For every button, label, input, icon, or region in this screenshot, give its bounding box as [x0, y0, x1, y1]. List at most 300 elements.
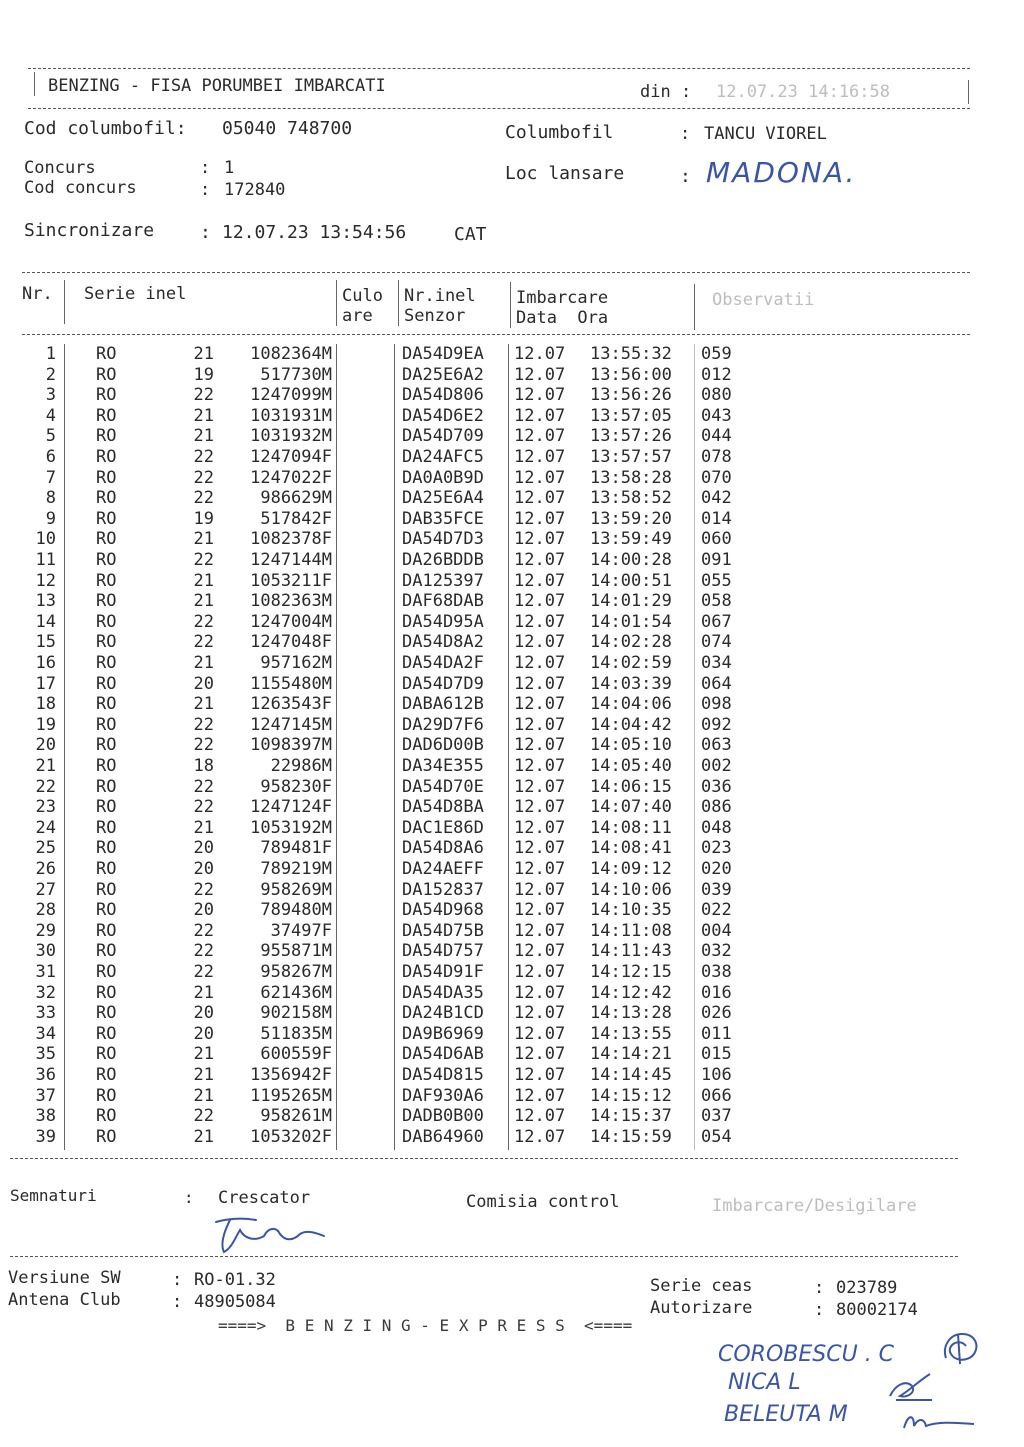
table-row	[0, 797, 1024, 817]
row-ora: 14:00:28	[590, 550, 672, 570]
row-senzor: DA54D6AB	[402, 1044, 484, 1065]
row-year: 22	[193, 879, 214, 900]
row-nr: 6	[45, 447, 56, 467]
row-ora: 14:02:59	[590, 653, 672, 673]
row-senzor: DAB35FCE	[402, 508, 484, 529]
row-observatii: 037	[701, 1106, 732, 1127]
row-ring-number: 517842F	[260, 508, 332, 529]
row-observatii: 066	[701, 1085, 732, 1106]
row-ora: 14:15:59	[590, 1126, 672, 1147]
row-ring-number: 1247124F	[250, 797, 332, 818]
row-ring-number: 958267M	[260, 962, 332, 982]
row-data: 12.07	[514, 550, 566, 570]
row-senzor: DA24AFC5	[402, 447, 484, 467]
row-nr: 33	[35, 1003, 56, 1024]
table-row	[0, 756, 1024, 776]
row-year: 21	[193, 529, 214, 550]
row-ring-number: 957162M	[260, 653, 332, 673]
row-ring-number: 789219M	[260, 859, 332, 879]
row-nr: 4	[45, 405, 56, 426]
row-data: 12.07	[514, 653, 566, 673]
row-data: 12.07	[514, 426, 566, 447]
table-row	[0, 612, 1024, 632]
row-ora: 13:58:52	[590, 488, 672, 509]
table-row	[0, 735, 1024, 755]
row-country: RO	[96, 447, 117, 467]
row-nr: 16	[35, 653, 56, 673]
table-row	[0, 1106, 1024, 1126]
row-observatii: 032	[701, 941, 732, 962]
row-observatii: 074	[701, 632, 732, 653]
row-ora: 14:15:12	[590, 1085, 672, 1106]
row-nr: 2	[45, 364, 56, 385]
row-nr: 26	[35, 859, 56, 879]
row-senzor: DADB0B00	[402, 1106, 484, 1127]
row-country: RO	[96, 735, 117, 756]
row-year: 22	[193, 611, 214, 632]
row-senzor: DA54D7D9	[402, 673, 484, 694]
row-ring-number: 1098397M	[250, 735, 332, 756]
table-row	[0, 509, 1024, 529]
handwritten-name-2: NICA L	[728, 1370, 801, 1395]
row-senzor: DAF68DAB	[402, 591, 484, 612]
row-observatii: 091	[701, 550, 732, 570]
row-country: RO	[96, 941, 117, 962]
row-nr: 9	[45, 508, 56, 529]
col-header-imbarcare-2: Data Ora	[516, 308, 609, 328]
row-observatii: 023	[701, 838, 732, 859]
row-ring-number: 1195265M	[250, 1085, 332, 1106]
row-country: RO	[96, 797, 117, 818]
row-year: 22	[193, 962, 214, 982]
table-top-rule	[22, 272, 970, 273]
row-year: 22	[193, 488, 214, 509]
row-ora: 14:03:39	[590, 673, 672, 694]
row-observatii: 058	[701, 591, 732, 612]
versiune-sw-label: Versiune SW	[8, 1268, 121, 1288]
row-ring-number: 1053192M	[250, 817, 332, 838]
print-date-label: din :	[640, 82, 692, 102]
row-ora: 14:05:10	[590, 735, 672, 756]
row-observatii: 016	[701, 982, 732, 1003]
loc-lansare-label: Loc lansare	[505, 163, 625, 184]
row-data: 12.07	[514, 941, 566, 962]
row-observatii: 055	[701, 570, 732, 591]
row-year: 21	[193, 694, 214, 715]
row-nr: 5	[45, 426, 56, 447]
row-observatii: 042	[701, 488, 732, 509]
row-nr: 12	[35, 570, 56, 591]
sincronizare-value: 12.07.23 13:54:56	[222, 222, 407, 243]
row-ora: 13:59:49	[590, 529, 672, 550]
header-sep-nr-inel	[398, 280, 399, 326]
row-year: 22	[193, 632, 214, 653]
row-ora: 14:00:51	[590, 570, 672, 591]
row-senzor: DA54D6E2	[402, 405, 484, 426]
row-senzor: DA54D8A2	[402, 632, 484, 653]
row-country: RO	[96, 838, 117, 859]
row-ring-number: 1247145M	[250, 714, 332, 735]
row-country: RO	[96, 488, 117, 509]
row-ring-number: 22986M	[270, 756, 332, 776]
benzing-express-brand: ====> B E N Z I N G - E X P R E S S <====	[218, 1316, 633, 1335]
header-right-edge	[968, 80, 969, 104]
row-senzor: DA26BDDB	[402, 550, 484, 570]
table-row	[0, 468, 1024, 488]
row-country: RO	[96, 405, 117, 426]
row-data: 12.07	[514, 673, 566, 694]
row-country: RO	[96, 1003, 117, 1024]
row-year: 20	[193, 1003, 214, 1024]
row-observatii: 015	[701, 1044, 732, 1065]
row-year: 18	[193, 756, 214, 776]
row-senzor: DAB64960	[402, 1126, 484, 1147]
row-ring-number: 1082364M	[250, 344, 332, 364]
row-senzor: DA54D757	[402, 941, 484, 962]
row-data: 12.07	[514, 879, 566, 900]
row-country: RO	[96, 962, 117, 982]
row-observatii: 039	[701, 879, 732, 900]
loc-lansare-handwritten-value: MADONA.	[706, 156, 857, 189]
row-data: 12.07	[514, 797, 566, 818]
row-ora: 13:57:26	[590, 426, 672, 447]
row-observatii: 004	[701, 920, 732, 941]
row-nr: 27	[35, 879, 56, 900]
row-ring-number: 955871M	[260, 941, 332, 962]
row-year: 22	[193, 776, 214, 797]
row-ora: 14:04:06	[590, 694, 672, 715]
cod-concurs-value: 172840	[224, 180, 286, 200]
row-senzor: DA54D75B	[402, 920, 484, 941]
row-nr: 34	[35, 1023, 56, 1044]
table-row	[0, 983, 1024, 1003]
row-ring-number: 1053202F	[250, 1126, 332, 1147]
cod-columbofil-label: Cod columbofil:	[24, 118, 187, 139]
row-ring-number: 1053211F	[250, 570, 332, 591]
table-header-bottom-rule	[22, 334, 970, 335]
row-data: 12.07	[514, 447, 566, 467]
row-year: 22	[193, 1106, 214, 1127]
table-row	[0, 426, 1024, 446]
versiune-sw-sep: :	[172, 1270, 183, 1290]
row-nr: 24	[35, 817, 56, 838]
row-ring-number: 517730M	[260, 364, 332, 385]
row-senzor: DAD6D00B	[402, 735, 484, 756]
row-senzor: DA152837	[402, 879, 484, 900]
cod-concurs-sep: :	[200, 180, 211, 200]
row-country: RO	[96, 508, 117, 529]
row-data: 12.07	[514, 694, 566, 715]
row-ora: 14:06:15	[590, 776, 672, 797]
commission-signature-3	[900, 1408, 980, 1438]
row-ring-number: 1356942F	[250, 1065, 332, 1085]
columbofil-label: Columbofil	[505, 122, 614, 143]
row-nr: 39	[35, 1126, 56, 1147]
row-ora: 13:57:05	[590, 405, 672, 426]
col-header-nr: Nr.	[22, 284, 53, 304]
row-nr: 18	[35, 694, 56, 715]
table-row	[0, 818, 1024, 838]
row-ora: 14:12:42	[590, 982, 672, 1003]
row-ring-number: 1031932M	[250, 426, 332, 447]
col-header-imbarcare-1: Imbarcare	[516, 288, 609, 308]
row-data: 12.07	[514, 714, 566, 735]
row-nr: 38	[35, 1106, 56, 1127]
row-ring-number: 37497F	[270, 920, 332, 941]
row-observatii: 048	[701, 817, 732, 838]
concurs-sep: :	[200, 158, 211, 178]
sincronizare-sep: :	[200, 222, 211, 243]
row-observatii: 070	[701, 467, 732, 488]
table-row	[0, 838, 1024, 858]
row-country: RO	[96, 364, 117, 385]
row-year: 21	[193, 817, 214, 838]
row-senzor: DA54DA35	[402, 982, 484, 1003]
row-senzor: DA54D815	[402, 1065, 484, 1085]
table-row	[0, 1003, 1024, 1023]
row-ring-number: 1082378F	[250, 529, 332, 550]
row-year: 22	[193, 467, 214, 488]
row-senzor: DA54D95A	[402, 611, 484, 632]
row-year: 22	[193, 447, 214, 467]
row-ring-number: 1247094F	[250, 447, 332, 467]
loc-lansare-sep: :	[680, 166, 691, 187]
row-country: RO	[96, 879, 117, 900]
row-observatii: 067	[701, 611, 732, 632]
row-ora: 14:10:06	[590, 879, 672, 900]
antena-club-value: 48905084	[194, 1292, 276, 1312]
row-nr: 7	[45, 467, 56, 488]
row-ora: 13:56:26	[590, 385, 672, 406]
row-data: 12.07	[514, 1003, 566, 1024]
table-bottom-rule	[10, 1158, 958, 1159]
row-year: 20	[193, 859, 214, 879]
columbofil-value: TANCU VIOREL	[704, 124, 827, 144]
row-ora: 14:05:40	[590, 756, 672, 776]
row-ora: 14:11:43	[590, 941, 672, 962]
handwritten-name-3: BELEUTA M	[724, 1402, 848, 1427]
col-header-observatii: Observatii	[712, 290, 815, 310]
row-nr: 36	[35, 1065, 56, 1085]
row-senzor: DA0A0B9D	[402, 467, 484, 488]
row-year: 19	[193, 364, 214, 385]
row-country: RO	[96, 1106, 117, 1127]
col-header-nr-inel-1: Nr.inel	[404, 286, 476, 306]
row-nr: 21	[35, 756, 56, 776]
row-data: 12.07	[514, 508, 566, 529]
row-ora: 14:01:54	[590, 611, 672, 632]
row-ora: 14:10:35	[590, 900, 672, 921]
row-ora: 14:14:45	[590, 1065, 672, 1085]
row-nr: 29	[35, 920, 56, 941]
row-senzor: DA54D91F	[402, 962, 484, 982]
row-country: RO	[96, 714, 117, 735]
row-senzor: DA54D9EA	[402, 344, 484, 364]
header-left-edge	[34, 72, 35, 96]
row-year: 21	[193, 405, 214, 426]
table-row	[0, 529, 1024, 549]
row-data: 12.07	[514, 1065, 566, 1085]
table-row	[0, 1024, 1024, 1044]
autorizare-value: 80002174	[836, 1300, 918, 1320]
row-ring-number: 789480M	[260, 900, 332, 921]
row-observatii: 086	[701, 797, 732, 818]
row-ring-number: 621436M	[260, 982, 332, 1003]
comisia-control-label: Comisia control	[466, 1192, 620, 1212]
table-row	[0, 385, 1024, 405]
header-sep-culoare	[336, 280, 337, 326]
table-row	[0, 880, 1024, 900]
row-observatii: 026	[701, 1003, 732, 1024]
row-ring-number: 902158M	[260, 1003, 332, 1024]
row-year: 21	[193, 1044, 214, 1065]
row-country: RO	[96, 550, 117, 570]
row-nr: 13	[35, 591, 56, 612]
row-data: 12.07	[514, 900, 566, 921]
row-ring-number: 1082363M	[250, 591, 332, 612]
header-top-rule	[28, 68, 970, 69]
row-observatii: 064	[701, 673, 732, 694]
concurs-value: 1	[224, 158, 235, 178]
row-nr: 1	[45, 344, 56, 364]
row-ora: 14:08:11	[590, 817, 672, 838]
table-row	[0, 1127, 1024, 1147]
table-row	[0, 365, 1024, 385]
row-senzor: DA54D968	[402, 900, 484, 921]
row-year: 21	[193, 653, 214, 673]
row-country: RO	[96, 385, 117, 406]
row-country: RO	[96, 1065, 117, 1085]
table-row	[0, 941, 1024, 961]
row-observatii: 080	[701, 385, 732, 406]
row-observatii: 036	[701, 776, 732, 797]
serie-ceas-label: Serie ceas	[650, 1276, 753, 1296]
row-data: 12.07	[514, 962, 566, 982]
row-ora: 13:55:32	[590, 344, 672, 364]
row-year: 20	[193, 838, 214, 859]
row-ora: 14:02:28	[590, 632, 672, 653]
row-ora: 14:09:12	[590, 859, 672, 879]
row-observatii: 054	[701, 1126, 732, 1147]
table-row	[0, 550, 1024, 570]
row-data: 12.07	[514, 982, 566, 1003]
row-senzor: DA24AEFF	[402, 859, 484, 879]
row-country: RO	[96, 1044, 117, 1065]
row-country: RO	[96, 817, 117, 838]
row-data: 12.07	[514, 817, 566, 838]
columbofil-sep: :	[680, 124, 691, 144]
row-data: 12.07	[514, 1085, 566, 1106]
document-title: BENZING - FISA PORUMBEI IMBARCATI	[48, 76, 386, 96]
row-ora: 14:13:55	[590, 1023, 672, 1044]
row-data: 12.07	[514, 1023, 566, 1044]
row-nr: 22	[35, 776, 56, 797]
row-country: RO	[96, 694, 117, 715]
row-senzor: DA54D70E	[402, 776, 484, 797]
sincronizare-label: Sincronizare	[24, 220, 155, 241]
row-year: 21	[193, 344, 214, 364]
handwritten-name-1: COROBESCU . C	[718, 1342, 895, 1367]
row-observatii: 038	[701, 962, 732, 982]
serie-ceas-sep: :	[814, 1278, 825, 1298]
row-country: RO	[96, 611, 117, 632]
col-header-nr-inel-2: Senzor	[404, 306, 466, 326]
row-data: 12.07	[514, 838, 566, 859]
row-nr: 15	[35, 632, 56, 653]
row-ora: 14:07:40	[590, 797, 672, 818]
row-senzor: DA9B6969	[402, 1023, 484, 1044]
row-nr: 31	[35, 962, 56, 982]
row-year: 22	[193, 735, 214, 756]
commission-signature-1	[938, 1328, 988, 1368]
row-ring-number: 1247048F	[250, 632, 332, 653]
row-ring-number: 1031931M	[250, 405, 332, 426]
row-observatii: 011	[701, 1023, 732, 1044]
row-year: 21	[193, 1126, 214, 1147]
row-ring-number: 958261M	[260, 1106, 332, 1127]
row-observatii: 022	[701, 900, 732, 921]
row-data: 12.07	[514, 632, 566, 653]
print-date-value: 12.07.23 14:16:58	[716, 82, 890, 102]
row-observatii: 044	[701, 426, 732, 447]
table-row	[0, 777, 1024, 797]
cod-concurs-label: Cod concurs	[24, 178, 137, 198]
row-data: 12.07	[514, 756, 566, 776]
row-nr: 37	[35, 1085, 56, 1106]
cod-columbofil-value: 05040 748700	[222, 118, 353, 139]
row-nr: 30	[35, 941, 56, 962]
row-data: 12.07	[514, 1106, 566, 1127]
row-nr: 14	[35, 611, 56, 632]
table-row	[0, 900, 1024, 920]
row-data: 12.07	[514, 776, 566, 797]
row-senzor: DA24B1CD	[402, 1003, 484, 1024]
row-senzor: DA54DA2F	[402, 653, 484, 673]
row-country: RO	[96, 1126, 117, 1147]
row-senzor: DA54D8A6	[402, 838, 484, 859]
row-observatii: 092	[701, 714, 732, 735]
row-country: RO	[96, 467, 117, 488]
semnaturi-sep: :	[184, 1188, 194, 1207]
header-bottom-rule	[28, 108, 970, 109]
row-country: RO	[96, 756, 117, 776]
row-ring-number: 958230F	[260, 776, 332, 797]
row-ora: 13:56:00	[590, 364, 672, 385]
row-year: 22	[193, 550, 214, 570]
row-senzor: DA29D7F6	[402, 714, 484, 735]
row-observatii: 078	[701, 447, 732, 467]
row-year: 22	[193, 920, 214, 941]
row-country: RO	[96, 529, 117, 550]
row-ora: 14:01:29	[590, 591, 672, 612]
row-senzor: DA125397	[402, 570, 484, 591]
row-ora: 13:57:57	[590, 447, 672, 467]
row-country: RO	[96, 426, 117, 447]
row-year: 20	[193, 1023, 214, 1044]
row-data: 12.07	[514, 735, 566, 756]
row-data: 12.07	[514, 1044, 566, 1065]
row-ora: 14:11:08	[590, 920, 672, 941]
row-observatii: 043	[701, 405, 732, 426]
col-header-culoare-2: are	[342, 306, 373, 326]
table-row	[0, 962, 1024, 982]
row-observatii: 034	[701, 653, 732, 673]
row-data: 12.07	[514, 1126, 566, 1147]
semnaturi-label: Semnaturi	[10, 1186, 97, 1205]
row-data: 12.07	[514, 344, 566, 364]
row-senzor: DA54D709	[402, 426, 484, 447]
row-country: RO	[96, 920, 117, 941]
